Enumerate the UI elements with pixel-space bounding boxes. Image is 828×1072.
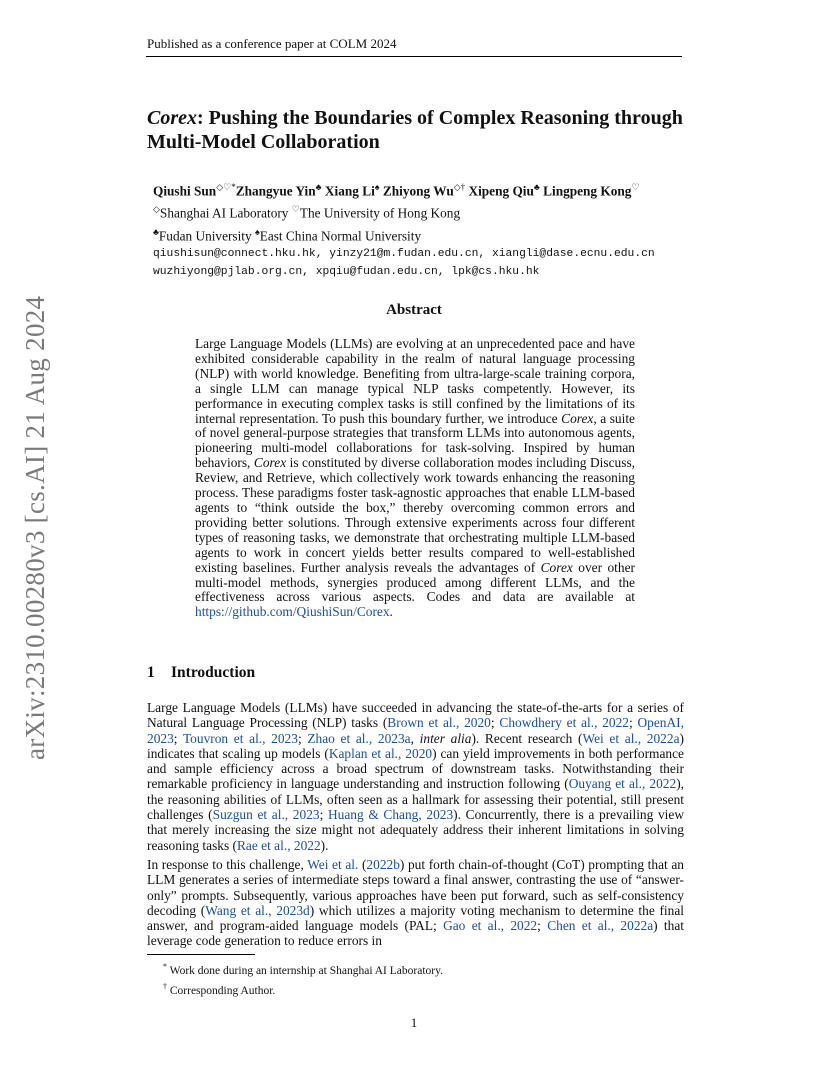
affiliation: Shanghai AI Laboratory — [159, 205, 292, 221]
citation-link[interactable]: Wei et al., 2022a — [582, 730, 680, 746]
footnote-text: Corresponding Author. — [169, 984, 276, 997]
citation-link[interactable]: Wei et al. — [307, 857, 359, 872]
footnote-2 — [163, 979, 443, 999]
abstract-corex: Corex — [253, 455, 287, 471]
body-text: ) which utilizes a majority voting mechanism to determine the final answer, and program-aided language models (PAL; — [147, 902, 684, 934]
body-text: ) put forth chain-of-thought (CoT) prompting that an LLM generates a series of intermediate steps toward a final answer, contrasting the use of “answer-only” prompts. Subsequently, various approaches have been put forward, such as self-consistency decoding ( — [147, 857, 684, 918]
author-mark: ◇♡* — [216, 182, 236, 192]
body-text: ; — [629, 715, 638, 731]
citation-link[interactable]: Suzgun et al., 2023 — [212, 807, 320, 823]
body-text: ) indicates that scaling up models ( — [147, 730, 684, 761]
body-text: ). Recent research ( — [471, 730, 583, 746]
section-number: 1 — [147, 664, 155, 681]
author-mark: ◇† — [453, 182, 466, 192]
body-text: ; — [319, 807, 328, 823]
body-text: ) that leverage code generation to reduce errors in — [147, 918, 685, 949]
abstract-text: Large Language Models (LLMs) are evolving at an unprecedented pace and have exhibited considerable capability in the realm of natural language processing (NLP) with world knowledge. Benefiting from ultra-large-scale training corpora, a single LLM can manage typical NLP tasks competently. However, its performance in executing complex tasks is still confined by the limitations of its internal representation. To push this boundary further, we introduce — [195, 336, 635, 426]
body-text: Large Language Models (LLMs) have succeeded in advancing the state-of-the-arts for a series of Natural Language Processing (NLP) tasks ( — [147, 700, 684, 731]
citation-link[interactable]: Rae et al., 2022 — [237, 837, 321, 853]
footnote-1 — [163, 959, 443, 979]
arxiv-stamp: arXiv:2310.00280v3 [cs.AI] 21 Aug 2024 — [20, 295, 50, 760]
body-text: ( — [358, 857, 367, 872]
author-emails-line-2: wuzhiyong@pjlab.org.cn, xpqiu@fudan.edu.cn, lpk@cs.hku.hk — [153, 266, 540, 279]
author-name: Xiang Li — [324, 183, 375, 199]
abstract-corex: Corex — [540, 559, 573, 575]
running-header: Published as a conference paper at COLM 2024 — [147, 36, 397, 51]
abstract-text: . — [389, 604, 393, 620]
body-text: inter alia — [419, 730, 472, 746]
body-text: ). Concurrently, there is a prevailing view that merely increasing the size might not adequately address their inherent limitations in solving reasoning tasks ( — [147, 807, 685, 853]
author-name: Lingpeng Kong — [543, 183, 632, 199]
affiliation-mark: ♠ — [254, 226, 260, 237]
affiliation: Fudan University — [158, 228, 255, 244]
author-name: Zhiyong Wu — [382, 183, 454, 199]
citation-link[interactable]: Zhao et al., 2023a — [307, 730, 411, 746]
body-text: In response to this challenge, — [147, 857, 308, 872]
citation-link[interactable]: Kaplan et al., 2020 — [328, 745, 433, 761]
affiliation: East China Normal University — [259, 228, 422, 244]
title-rest: : Pushing the Boundaries of Complex Reasoning through Multi-Model Collaboration — [147, 107, 683, 153]
affiliation-line-1 — [153, 200, 693, 222]
footnotes — [163, 959, 443, 999]
author-mark: ♠ — [374, 182, 380, 192]
intro-paragraph-1 — [147, 700, 684, 853]
abstract-text: , a suite of novel general-purpose strategies that transform LLMs into autonomous agents, pioneering multi-model collaborations for task-solving. Inspired by human behaviors, — [195, 410, 636, 471]
affiliation-mark: ♣ — [153, 226, 159, 237]
body-text: ; — [297, 730, 308, 746]
author-emails-line-1: qiushisun@connect.hku.hk, yinzy21@m.fudan.edu.cn, xiangli@dase.ecnu.edu.cn — [153, 248, 655, 261]
body-text: ) can yield improvements in both performance and sample efficiency across a broad spectrum of downstream tasks. Notwithstanding their remarkable proficiency in language understanding and instruction following ( — [147, 745, 685, 792]
section-title: Introduction — [171, 664, 256, 681]
citation-link[interactable]: Chowdhery et al., 2022 — [499, 715, 629, 731]
body-text: ; — [537, 918, 548, 934]
author-mark: ♣ — [315, 182, 322, 192]
affiliation-mark: ◇ — [153, 204, 160, 215]
intro-paragraph-2 — [147, 857, 684, 949]
author-mark: ♡ — [631, 182, 640, 192]
citation-link[interactable]: Chen et al., 2022a — [547, 918, 654, 934]
body-text: ; — [490, 715, 500, 731]
author-name: Qiushi Sun — [153, 183, 217, 199]
citation-link[interactable]: Ouyang et al., 2022 — [568, 776, 677, 792]
citation-link[interactable]: Touvron et al., 2023 — [182, 730, 298, 746]
footnote-rule — [147, 954, 255, 955]
affiliation: The University of Hong Kong — [299, 205, 461, 221]
footnote-mark: † — [163, 981, 167, 991]
author-names — [153, 178, 693, 200]
abstract-corex: Corex — [561, 410, 594, 426]
header-rule — [146, 56, 682, 57]
affiliation-mark: ♡ — [291, 204, 300, 215]
page-number: 1 — [410, 1015, 418, 1030]
citation-link[interactable]: Huang & Chang, 2023 — [327, 807, 454, 823]
abstract-heading: Abstract — [386, 302, 442, 318]
title-corex: Corex — [147, 107, 197, 129]
citation-link[interactable]: Wang et al., 2023d — [205, 902, 310, 918]
abstract-text: over other multi-model methods, synergies produced among different LLMs, and the effectiveness across various aspects. Codes and data are available at — [195, 559, 635, 605]
body-text: ), the reasoning abilities of LLMs, often seen as a hallmark for assessing their potential, still present challenges ( — [147, 776, 684, 823]
code-repository-link[interactable]: https://github.com/QiushiSun/Corex — [195, 604, 390, 620]
body-text: , — [410, 730, 420, 746]
abstract-text: is constituted by diverse collaboration modes including Discuss, Review, and Retrieve, which collectively work towards enhancing the reasoning process. These paradigms foster task-agnostic approaches that enable LLM-based agents to “think outside the box,” thereby overcoming common errors and providing better solutions. Through extensive experiments across four different types of reasoning tasks, we demonstrate that orchestrating multiple LLM-based agents to work in concert yields better results compared to well-established existing baselines. Further analysis reveals the advantages of — [195, 455, 635, 575]
citation-link[interactable]: 2022b — [366, 857, 400, 872]
author-name: Zhangyue Yin — [235, 183, 316, 199]
footnote-text: Work done during an internship at Shanghai AI Laboratory. — [169, 964, 443, 977]
citation-link[interactable]: OpenAI, 2023 — [147, 715, 684, 746]
abstract-body — [195, 337, 635, 620]
section-heading-introduction — [147, 664, 255, 682]
citation-link[interactable]: Gao et al., 2022 — [443, 918, 538, 934]
paper-title — [147, 106, 687, 154]
affiliation-line-2 — [153, 223, 693, 245]
citation-link[interactable]: Brown et al., 2020 — [387, 715, 491, 731]
footnote-mark: * — [163, 962, 167, 971]
body-text: ; — [173, 730, 183, 746]
body-text: ). — [320, 837, 329, 853]
author-mark: ♣ — [533, 182, 540, 192]
author-block — [153, 178, 693, 281]
author-name: Xipeng Qiu — [468, 183, 534, 199]
